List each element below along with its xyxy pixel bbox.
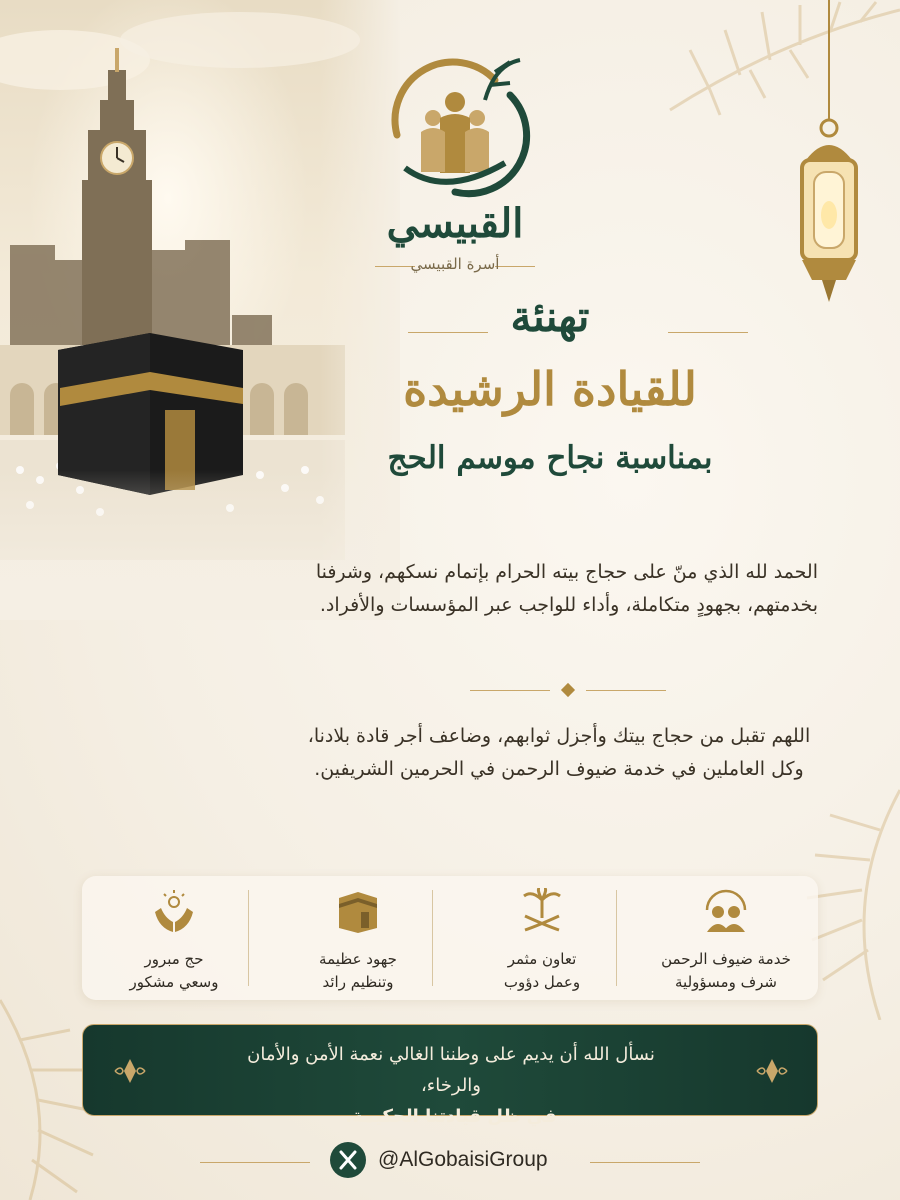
feature-line1: خدمة ضيوف الرحمن <box>661 950 791 968</box>
logo <box>345 40 565 273</box>
feature-line1: جهود عظيمة <box>319 950 397 968</box>
paragraph-divider <box>470 684 670 696</box>
lantern-icon <box>788 0 868 305</box>
feature-separator <box>616 890 617 986</box>
prayer-paragraph: اللهم تقبل من حجاج بيتك وأجزل ثوابهم، وضاعف أجر قادة بلادنا، وكل العاملين في خدمة ضيوف الرحمن في الحرمين الشريفين. <box>307 725 811 780</box>
feature-cooperation <box>450 876 634 1000</box>
praise-paragraph: الحمد لله الذي منّ على حجاج بيته الحرام بإتمام نسكهم، وشرفنا بخدمتهم، بجهودٍ متكاملة، وأداء للواجب عبر المؤسسات والأفراد. <box>315 561 818 616</box>
heading-leadership: للقيادة الرشيدة <box>403 362 697 416</box>
heading-greeting: تهنئة <box>510 292 590 341</box>
feature-separator <box>248 890 249 986</box>
footer-divider-right <box>590 1162 700 1163</box>
family-emblem-icon <box>345 40 565 200</box>
feature-line2: وتنظيم رائد <box>322 973 394 991</box>
features-panel <box>82 876 818 1000</box>
palm-swords-icon <box>517 888 567 934</box>
footer-divider-left <box>200 1162 310 1163</box>
social-handle-link[interactable]: @AlGobaisiGroup <box>378 1148 548 1171</box>
feature-line1: حج مبرور <box>144 950 204 968</box>
feature-hajj-mabrour <box>82 876 266 1000</box>
makkah-scene-illustration <box>0 0 400 620</box>
social-footer[interactable] <box>300 1140 600 1182</box>
feature-separator <box>432 890 433 986</box>
ornament-right-icon <box>755 1057 789 1085</box>
banner-line2: في ظل قيادتنا الحكيمة. <box>345 1106 557 1127</box>
prayer-banner <box>82 1024 818 1127</box>
praying-hands-icon <box>149 888 199 934</box>
feature-line2: وسعي مشكور <box>129 973 219 991</box>
logo-name: القبيسي <box>386 200 524 247</box>
banner-text <box>223 1039 679 1132</box>
feature-line1: تعاون مثمر <box>507 950 577 968</box>
ornament-left-icon <box>113 1057 147 1085</box>
banner-line1: نسأل الله أن يديم على وطننا الغالي نعمة الأمن والأمان والرخاء، <box>247 1044 655 1096</box>
feature-line2: وعمل دؤوب <box>503 973 581 991</box>
logo-tagline: أسرة القبيسي <box>410 255 500 273</box>
kaaba-icon <box>333 888 383 934</box>
x-logo-icon[interactable] <box>330 1142 366 1178</box>
people-icon <box>701 888 751 934</box>
feature-line2: شرف ومسؤولية <box>675 973 777 991</box>
feature-serving-guests <box>634 876 818 1000</box>
heading-occasion: بمناسبة نجاح موسم الحج <box>387 440 713 476</box>
feature-great-efforts <box>266 876 450 1000</box>
